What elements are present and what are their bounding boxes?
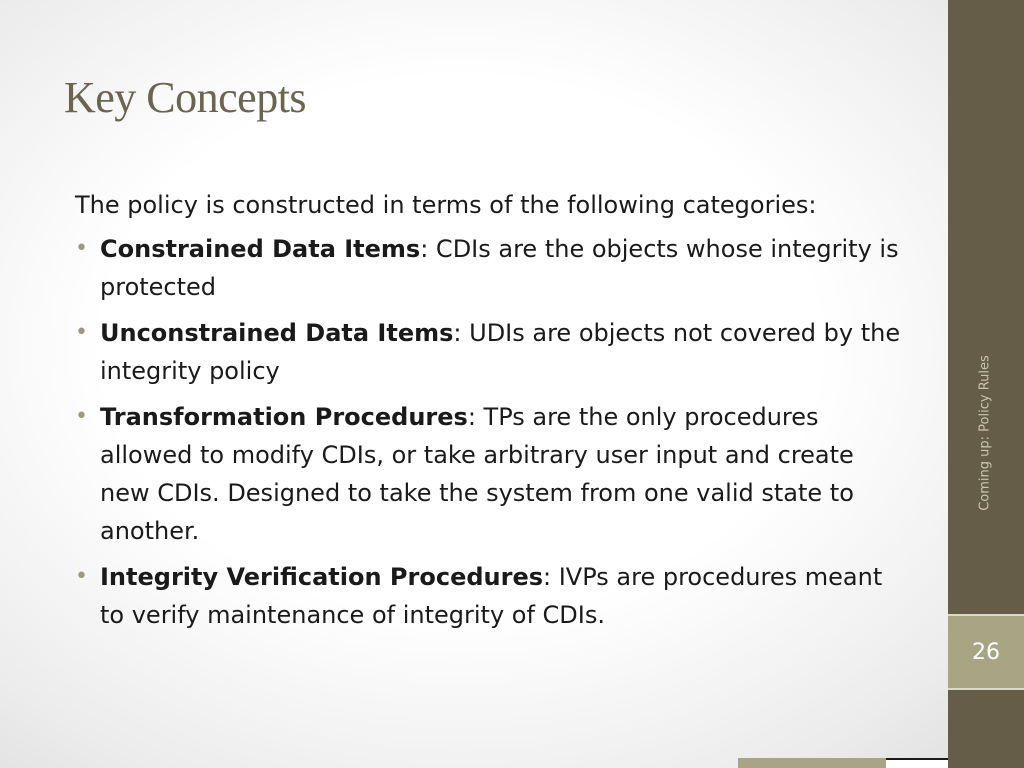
term: Constrained Data Items <box>100 235 421 263</box>
list-item <box>75 230 905 306</box>
bullet-list <box>75 230 905 634</box>
footer-accent-bar-light <box>886 758 948 768</box>
intro-text: The policy is constructed in terms of the following categories: <box>75 191 817 219</box>
bullet-dot-icon: • <box>75 564 88 589</box>
side-caption: Coming up: Policy Rules <box>977 355 993 511</box>
footer-accent-bar <box>738 758 886 768</box>
definition: : TPs are the only procedures allowed to modify CDIs, or take arbitrary user input and create new CDIs. Designed to take the system from one valid state to another. <box>100 403 854 545</box>
list-item <box>75 398 905 550</box>
term: Integrity Verification Procedures <box>100 563 544 591</box>
definition: : CDIs are the objects whose integrity is protected <box>100 235 899 301</box>
definition: : UDIs are objects not covered by the integrity policy <box>100 319 901 385</box>
page-number-box <box>948 614 1024 690</box>
list-item <box>75 558 905 634</box>
list-item <box>75 314 905 390</box>
bullet-dot-icon: • <box>75 236 88 261</box>
term: Unconstrained Data Items <box>100 319 454 347</box>
page-number: 26 <box>972 639 1000 665</box>
bullet-dot-icon: • <box>75 320 88 345</box>
definition: : IVPs are procedures meant to verify maintenance of integrity of CDIs. <box>100 563 883 629</box>
slide-title: Key Concepts <box>64 73 307 122</box>
term: Transformation Procedures <box>100 403 468 431</box>
bullet-dot-icon: • <box>75 404 88 429</box>
slide-body <box>75 186 905 642</box>
